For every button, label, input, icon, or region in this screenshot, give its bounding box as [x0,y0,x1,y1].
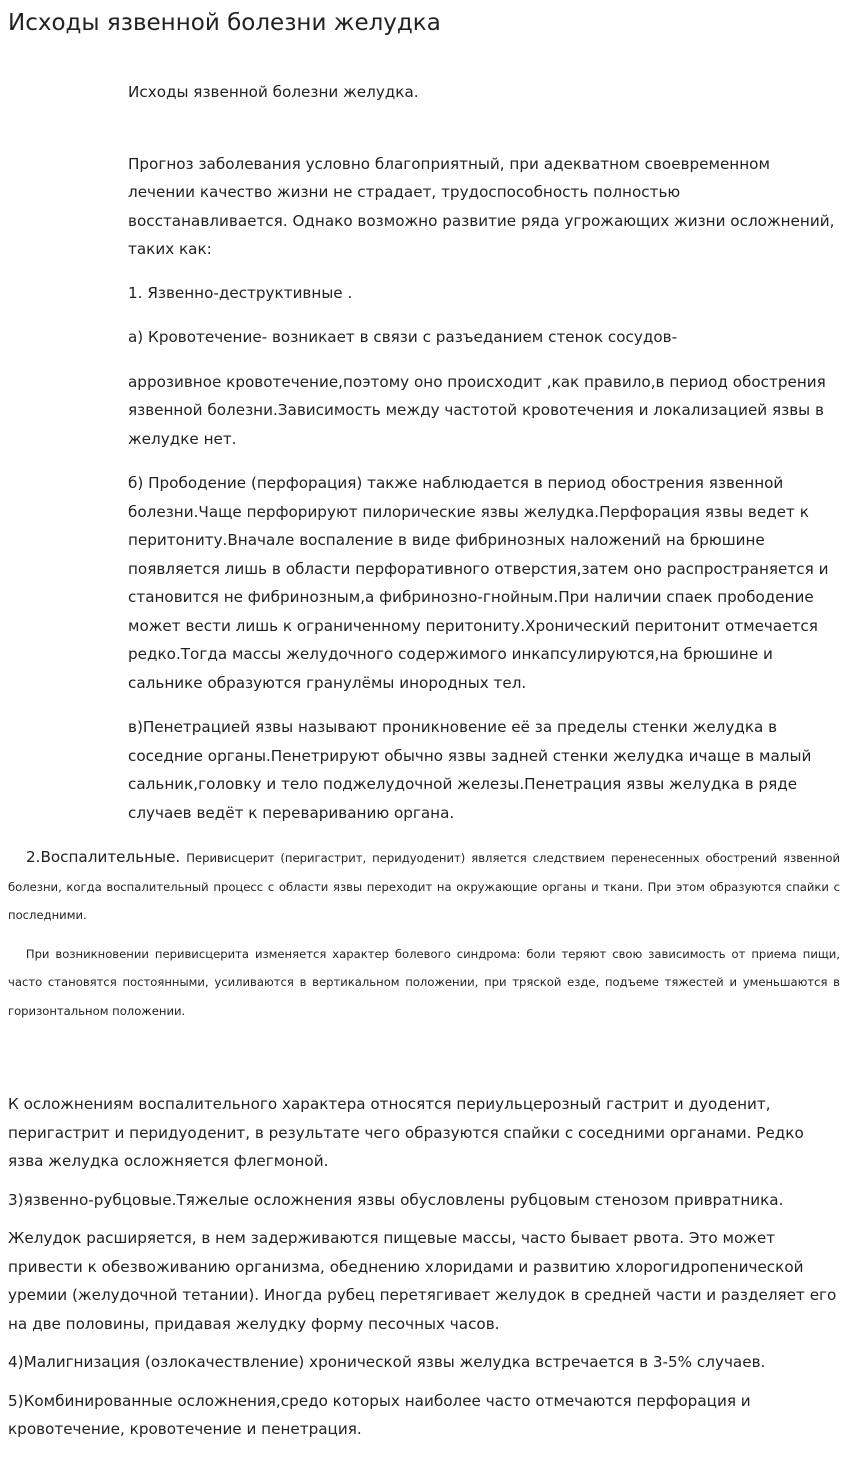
item1a-continuation: аррозивное кровотечение,поэтому оно происходит ,как правило,в период обострения язвенной болезни.Зависимость между частотой кровотечения и локализацией язвы в желудке нет. [128,372,826,448]
item2-paragraph [8,843,840,930]
later-section [8,1090,840,1444]
item3-paragraph: Желудок расширяется, в нем задерживаются пищевые массы, часто бывает рвота. Это может привести к обезвоживанию организма, обеднению хлоридами и развитию хлорогидропенической уремии (желудочной тетании). Иногда рубец перетягивает желудок в средней части и разделяет его на две половины, придавая желудку форму песочных часов. [8,1229,837,1333]
item1b-paragraph: б) Прободение (перфорация) также наблюдается в период обострения язвенной болезни.Чаще перфорируют пилорические язвы желудка.Перфорация язвы ведет к перитониту.Вначале воспаление в виде фибринозных наложений на брюшине появляется лишь в области перфоративного отверстия,затем оно распространяется и становится не фибринозным,а фибринозно-гнойным.При наличии спаек прободение может вести лишь к ограниченному перитониту.Хронический перитонит отмечается редко.Тогда массы желудочного содержимого инкапсулируются,на брюшине и сальнике образуются гранулёмы инородных тел. [128,474,829,692]
item2-paragraph-2 [8,940,840,1026]
item1c-paragraph: в)Пенетрацией язвы называют проникновение её за пределы стенки желудка в соседние органы.Пенетрируют обычно язвы задней стенки желудка ичаще в малый сальник,головку и тело поджелудочной железы.Пенетрация язвы желудка в ряде случаев ведёт к перевариванию органа. [128,718,812,822]
item1a-paragraph: а) Кровотечение- возникает в связи с разъеданием стенок сосудов- [128,328,678,346]
item4-paragraph: 4)Малигнизация (озлокачествление) хронической язвы желудка встречается в 3-5% случаев. [8,1353,766,1371]
item2-lead: 2.Воспалительные. [25,848,181,866]
item2-summary-paragraph: К осложнениям воспалительного характера относятся периульцерозный гастрит и дуоденит, перигастрит и перидуоденит, в результате чего образуются спайки с соседними органами. Редко язва желудка осложняется флегмоной. [8,1095,804,1170]
item1-title: 1. Язвенно-деструктивные . [128,283,353,302]
article-indented-section [128,78,840,827]
page-title: Исходы язвенной болезни желудка [8,10,441,36]
article-subtitle: Исходы язвенной болезни желудка. [128,83,419,101]
item2-text-2: При возникновении перивисцерита изменяется характер болевого синдрома: боли теряют свою зависимость от приема пищи, часто становятся постоянными, усиливаются в вертикальном положении, при тряской езде, подъеме тяжестей и уменьшаются в горизонтальном положении. [8,946,840,1018]
item2-section [8,843,840,1025]
intro-paragraph: Прогноз заболевания условно благоприятный, при адекватном своевременном лечении качество жизни не страдает, трудоспособность полностью восстанавливается. Однако возможно развитие ряда угрожающих жизни осложнений, таких как: [128,154,835,258]
item5-paragraph: 5)Комбинированные осложнения,средо которых наиболее часто отмечаются перфорация и кровотечение, кровотечение и пенетрация. [8,1391,751,1438]
item2-text: Перивисцерит (перигастрит, перидуоденит) является следствием перенесенных обострений язвенной болезни, когда воспалительный процесс с области язвы переходит на окружающие органы и ткани. При этом образуются спайки с последними. [8,851,840,922]
item3-title: 3)язвенно-рубцовые.Тяжелые осложнения язвы обусловлены рубцовым стенозом привратника. [8,1190,784,1209]
